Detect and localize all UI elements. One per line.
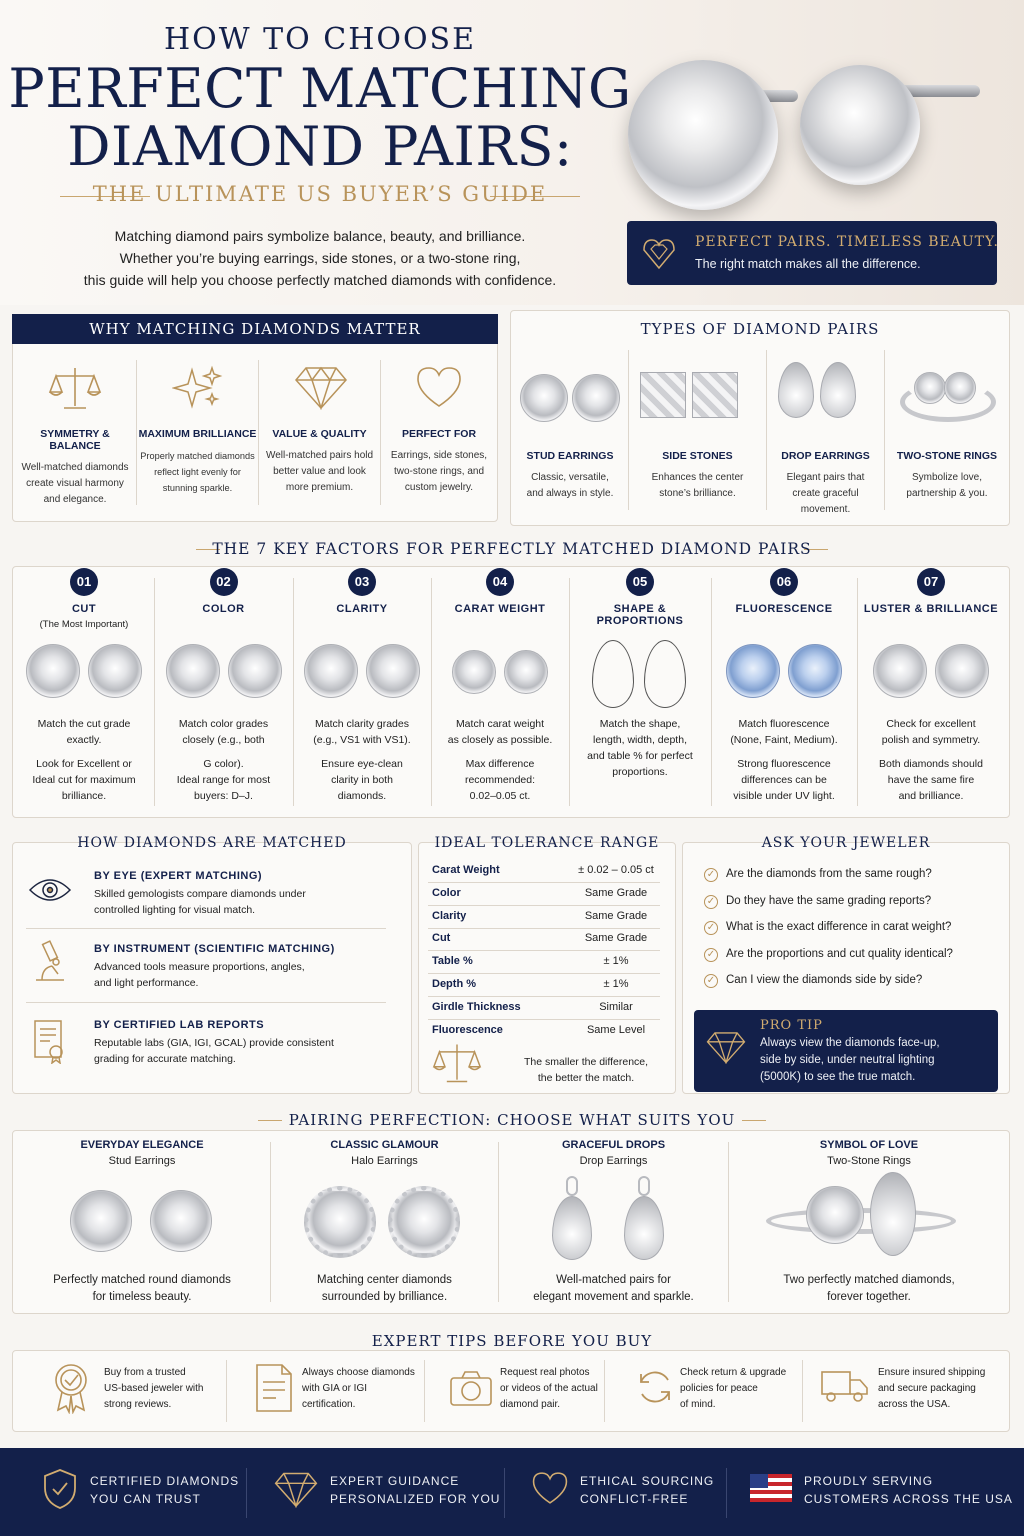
why-item-text: stunning sparkle.	[162, 483, 233, 493]
factor-number-badge: 04	[486, 568, 514, 596]
factor-title: CLARITY	[336, 603, 388, 615]
factor-text-line: Match the cut grade	[37, 718, 131, 730]
pairing-title: SYMBOL OF LOVE	[819, 1139, 919, 1151]
matched-item-text: controlled lighting for visual match.	[94, 904, 256, 916]
matched-item-text: grading for accurate matching.	[94, 1053, 236, 1065]
ask-question: Do they have the same grading reports?	[726, 894, 932, 907]
divider	[428, 1019, 660, 1020]
factor-gem	[935, 644, 989, 698]
factor-text-line: (None, Faint, Medium).	[730, 734, 838, 746]
why-item-title: SYMMETRY & BALANCE	[40, 428, 110, 452]
factor-text-line: buyers: D–J.	[194, 790, 253, 802]
footer-text: CERTIFIED DIAMONDS	[90, 1474, 240, 1488]
factor-text-line: Match fluorescence	[738, 718, 830, 730]
factor-number-badge: 05	[626, 568, 654, 596]
type-stud-earrings	[512, 450, 628, 502]
eye-icon	[28, 872, 72, 908]
tolerance-note-line: the better the match.	[537, 1072, 635, 1084]
footer-text: ETHICAL SOURCING	[580, 1474, 715, 1488]
tolerance-label: Fluorescence	[432, 1023, 503, 1036]
tolerance-label: Clarity	[432, 909, 467, 922]
factor-text	[158, 716, 289, 748]
tip-text-line: Check return & upgrade	[680, 1367, 787, 1378]
ask-question: Are the proportions and cut quality identical?	[726, 947, 953, 960]
tolerance-value: Same Level	[586, 1023, 646, 1036]
why-item-text: better value and look	[273, 466, 366, 477]
factor-text	[573, 716, 707, 780]
pro-tip-text: side by side, under neutral lighting	[760, 1054, 935, 1066]
type-title: SIDE STONES	[662, 450, 733, 462]
why-item-title: MAXIMUM BRILLIANCE	[138, 428, 257, 440]
why-item-text: reflect light evenly for	[154, 467, 241, 477]
subtitle: THE ULTIMATE US BUYER’S GUIDE	[92, 182, 548, 206]
why-item-symmetry	[14, 428, 136, 508]
divider	[504, 1468, 505, 1518]
footer-text: PERSONALIZED FOR YOU	[330, 1492, 501, 1506]
tip-text-line: with GIA or IGI	[302, 1383, 368, 1394]
intro-line: Matching diamond pairs symbolize balance, beauty, and brilliance.	[114, 228, 526, 244]
tip-text-line: across the USA.	[878, 1399, 951, 1410]
truck-icon	[820, 1368, 870, 1404]
tagline-text: The right match makes all the difference.	[695, 257, 921, 271]
factor-title: CARAT WEIGHT	[454, 603, 546, 615]
ask-title: ASK YOUR JEWELER	[761, 835, 931, 851]
why-item-text: and elegance.	[43, 494, 107, 505]
factor-gem	[726, 644, 780, 698]
why-item-title: PERFECT FOR	[401, 428, 477, 440]
tip-text-line: Request real photos	[500, 1367, 590, 1378]
factor-number-badge: 01	[70, 568, 98, 596]
diamond-icon	[294, 364, 348, 410]
matched-item-text: Skilled gemologists compare diamonds under	[94, 888, 306, 900]
factor-text	[715, 756, 853, 804]
pairing-title: EVERYDAY ELEGANCE	[80, 1139, 204, 1151]
tolerance-title: IDEAL TOLERANCE RANGE	[434, 835, 660, 851]
award-icon	[50, 1362, 92, 1414]
stud-gem	[70, 1190, 132, 1252]
drop-bail	[638, 1176, 650, 1196]
title-line-2: PERFECT MATCHING	[8, 57, 632, 120]
footer-text: CONFLICT-FREE	[580, 1492, 689, 1506]
factor-text-line: diamonds.	[337, 790, 387, 802]
factor-text-line: Both diamonds should	[879, 758, 983, 770]
matched-item-text: and light performance.	[94, 977, 199, 989]
type-drop-earrings	[767, 450, 884, 518]
pairing-subtitle: Two-Stone Rings	[827, 1155, 911, 1167]
pairing-subtitle: Halo Earrings	[351, 1155, 418, 1167]
factor-number-badge: 07	[917, 568, 945, 596]
tolerance-value: Same Grade	[584, 886, 648, 899]
type-title: DROP EARRINGS	[781, 450, 870, 462]
scale-icon	[48, 364, 102, 412]
ask-question: Are the diamonds from the same rough?	[726, 868, 932, 880]
pairing-text-line: elegant movement and sparkle.	[533, 1291, 694, 1303]
scale-icon	[432, 1040, 482, 1086]
divider	[428, 973, 660, 974]
check-icon: ✓	[704, 948, 718, 962]
why-item-text: Well-matched diamonds	[21, 462, 129, 473]
camera-icon	[448, 1368, 494, 1408]
heart-icon	[530, 1470, 570, 1506]
tolerance-value: ± 0.02 – 0.05 ct	[578, 864, 654, 876]
tolerance-value: Similar	[599, 1000, 633, 1013]
divider	[246, 1468, 247, 1518]
footer-text: YOU CAN TRUST	[90, 1492, 201, 1506]
factor-gem	[304, 644, 358, 698]
factor-gem	[26, 644, 80, 698]
tolerance-value: ± 1%	[603, 955, 629, 968]
intro-line: Whether you’re buying earrings, side stones, or a two-stone ring,	[119, 250, 521, 266]
factor-text-line: Look for Excellent or	[36, 758, 132, 770]
pairing-text-line: surrounded by brilliance.	[321, 1291, 448, 1303]
ask-question: Can I view the diamonds side by side?	[726, 974, 923, 986]
check-icon: ✓	[704, 895, 718, 909]
pairing-text-line: for timeless beauty.	[92, 1291, 192, 1303]
factor-text	[861, 756, 1001, 804]
pairing-subtitle: Drop Earrings	[579, 1155, 648, 1167]
ring-gem	[944, 372, 976, 404]
hero-stud-earring-left	[628, 60, 778, 210]
footer-text: PROUDLY SERVING	[804, 1474, 934, 1488]
factor-text-line: Match carat weight	[455, 718, 545, 730]
heart-icon	[414, 364, 464, 410]
tolerance-label: Girdle Thickness	[432, 1000, 521, 1013]
pairing-text-line: Perfectly matched round diamonds	[53, 1274, 231, 1286]
factor-gem	[366, 644, 420, 698]
tolerance-label: Color	[432, 886, 461, 899]
tolerance-note-line: The smaller the difference,	[523, 1056, 649, 1068]
tips-title: EXPERT TIPS BEFORE YOU BUY	[371, 1332, 653, 1350]
why-item-text: create visual harmony	[26, 478, 124, 489]
tip-text	[302, 1365, 432, 1413]
factor-text-line: exactly.	[66, 734, 102, 746]
factor-text-line: recommended:	[464, 774, 536, 786]
pairing-subtitle: Stud Earrings	[108, 1155, 176, 1167]
diamond-icon	[274, 1470, 318, 1508]
matched-by-lab	[94, 1019, 394, 1067]
factor-title: SHAPE & PROPORTIONS	[596, 603, 684, 627]
factor-text-line: have the same fire	[887, 774, 975, 786]
why-item-text: Earrings, side stones,	[390, 450, 488, 461]
factor-text-line: length, width, depth,	[593, 734, 687, 746]
factor-text	[861, 716, 1001, 748]
factor-text-line: Match the shape,	[599, 718, 681, 730]
factor-text-line: 0.02–0.05 ct.	[469, 790, 531, 802]
divider	[604, 1360, 605, 1422]
factor-title: CUT	[71, 603, 97, 615]
factor-text-line: as closely as possible.	[447, 734, 553, 746]
factor-text-line: and brilliance.	[898, 790, 964, 802]
document-icon	[254, 1362, 294, 1414]
factor-text	[435, 716, 565, 748]
tolerance-label: Carat Weight	[432, 864, 500, 876]
footer-certified	[90, 1472, 239, 1508]
matched-item-text: Advanced tools measure proportions, angles,	[94, 961, 305, 973]
divider	[424, 1360, 425, 1422]
factor-gem	[452, 650, 496, 694]
factor-text-line: visible under UV light.	[733, 790, 835, 802]
type-text: stone’s brilliance.	[659, 488, 736, 499]
footer-text: CUSTOMERS ACROSS THE USA	[804, 1492, 1013, 1506]
main-title	[0, 57, 640, 178]
tip-text-line: policies for peace	[680, 1383, 758, 1394]
tip-text-line: or videos of the actual	[500, 1383, 598, 1394]
divider	[726, 1468, 727, 1518]
tolerance-value: ± 1%	[603, 978, 629, 990]
princess-gem	[692, 372, 738, 418]
tagline-title: PERFECT PAIRS. TIMELESS BEAUTY.	[695, 234, 999, 250]
why-item-value	[259, 428, 380, 496]
refresh-icon	[634, 1366, 676, 1408]
factor-gem	[873, 644, 927, 698]
factor-text-line: and table % for perfect	[587, 750, 693, 762]
factor-gem	[88, 644, 142, 698]
halo-gem	[304, 1186, 376, 1258]
pro-tip	[760, 1018, 996, 1086]
tolerance-label: Cut	[432, 932, 451, 945]
factor-text	[18, 716, 150, 748]
pro-tip-text: Always view the diamonds face-up,	[760, 1037, 940, 1049]
factor-text-line: Match color grades	[178, 718, 269, 730]
sparkle-icon	[172, 364, 224, 412]
type-text: and always in style.	[526, 488, 614, 499]
factor-text-line: Max difference	[465, 758, 535, 770]
factor-text-line: Ideal range for most	[176, 774, 271, 786]
factor-gem	[166, 644, 220, 698]
stud-gem	[572, 374, 620, 422]
pro-tip-text: (5000K) to see the true match.	[760, 1071, 916, 1083]
factor-title: LUSTER & BRILLIANCE	[863, 603, 999, 615]
tip-text	[680, 1365, 810, 1413]
factor-title: FLUORESCENCE	[735, 603, 833, 615]
pairing-text	[14, 1272, 270, 1306]
diamond-icon	[706, 1030, 746, 1064]
tip-text-line: of mind.	[680, 1399, 716, 1410]
intro-line: this guide will help you choose perfectly matched diamonds with confidence.	[83, 272, 557, 288]
factor-text-line: G color).	[203, 758, 244, 770]
matched-item-title: BY INSTRUMENT (SCIENTIFIC MATCHING)	[94, 943, 335, 955]
factor-number-badge: 06	[770, 568, 798, 596]
tip-text-line: certification.	[302, 1399, 356, 1410]
factor-subtitle: (The Most Important)	[39, 619, 129, 630]
title-line-3: DIAMOND PAIRS:	[67, 115, 573, 178]
type-text: create graceful movement.	[792, 488, 859, 515]
matched-item-title: BY EYE (EXPERT MATCHING)	[94, 870, 263, 882]
drop-bail	[566, 1176, 578, 1196]
factors-title: THE 7 KEY FACTORS FOR PERFECTLY MATCHED DIAMOND PAIRS	[212, 540, 812, 558]
why-item-text: Properly matched diamonds	[140, 451, 255, 461]
check-icon: ✓	[704, 921, 718, 935]
tip-text-line: Ensure insured shipping	[878, 1367, 986, 1378]
hero-stud-earring-right	[800, 65, 920, 185]
divider	[428, 996, 660, 997]
microscope-icon	[30, 940, 70, 984]
type-text: Symbolize love,	[911, 472, 983, 483]
footer-text: EXPERT GUIDANCE	[330, 1474, 460, 1488]
tolerance-label: Table %	[432, 955, 473, 968]
factor-text-line: differences can be	[741, 774, 827, 786]
check-icon: ✓	[704, 974, 718, 988]
tagline-banner	[627, 221, 997, 285]
factor-gem	[788, 644, 842, 698]
pro-tip-title: PRO TIP	[760, 1018, 823, 1033]
divider	[26, 928, 386, 929]
factor-text	[297, 716, 427, 748]
factor-text-line: Check for excellent	[886, 718, 976, 730]
factor-text	[435, 756, 565, 804]
pairing-text	[499, 1272, 728, 1306]
type-title: STUD EARRINGS	[526, 450, 614, 462]
tip-text	[104, 1365, 234, 1413]
divider	[428, 950, 660, 951]
diamond-heart-icon	[640, 234, 678, 272]
factor-text-line: (e.g., VS1 with VS1).	[313, 734, 411, 746]
certificate-icon	[32, 1018, 68, 1064]
factor-text-line: Ensure eye-clean	[321, 758, 403, 770]
title-line-1: HOW TO CHOOSE	[163, 22, 477, 57]
footer-ethical	[580, 1472, 714, 1508]
matched-by-instrument	[94, 943, 394, 991]
types-title: TYPES OF DIAMOND PAIRS	[640, 320, 880, 338]
why-item-text: Well-matched pairs hold	[265, 450, 374, 461]
factor-text	[715, 716, 853, 748]
type-two-stone-rings	[885, 450, 1009, 502]
stud-gem	[150, 1190, 212, 1252]
why-item-title: VALUE & QUALITY	[272, 428, 367, 440]
why-item-text: custom jewelry.	[404, 482, 474, 493]
pairing-title: PAIRING PERFECTION: CHOOSE WHAT SUITS YOU	[288, 1111, 736, 1129]
factor-text-line: polish and symmetry.	[881, 734, 981, 746]
pairing-text-line: Two perfectly matched diamonds,	[783, 1274, 955, 1286]
ring-gem	[914, 372, 946, 404]
why-item-perfect-for	[381, 428, 497, 496]
matched-item-text: Reputable labs (GIA, IGI, GCAL) provide consistent	[94, 1037, 334, 1049]
tolerance-value: Same Grade	[584, 932, 648, 945]
divider	[428, 928, 660, 929]
footer-serving	[804, 1472, 1013, 1508]
factor-gem	[504, 650, 548, 694]
tip-text	[878, 1365, 1008, 1413]
type-text: Elegant pairs that	[786, 472, 865, 483]
pairing-title: CLASSIC GLAMOUR	[330, 1139, 439, 1151]
tip-text	[500, 1365, 630, 1413]
factor-text-line: Match clarity grades	[315, 718, 409, 730]
tip-text-line: and secure packaging	[878, 1383, 976, 1394]
ring-round-gem	[806, 1186, 864, 1244]
tolerance-label: Depth %	[432, 978, 476, 990]
us-flag-icon	[750, 1474, 792, 1502]
type-title: TWO-STONE RINGS	[896, 450, 998, 462]
tolerance-note	[500, 1054, 672, 1086]
divider	[802, 1360, 803, 1422]
tolerance-value: Same Grade	[584, 909, 648, 922]
pairing-text-line: Matching center diamonds	[317, 1274, 452, 1286]
pairing-text-line: forever together.	[827, 1291, 911, 1303]
divider	[428, 905, 660, 906]
matched-by-eye	[94, 870, 394, 918]
matched-title: HOW DIAMONDS ARE MATCHED	[77, 835, 347, 851]
halo-gem	[388, 1186, 460, 1258]
princess-gem	[640, 372, 686, 418]
why-title: WHY MATCHING DIAMONDS MATTER	[12, 314, 498, 344]
factor-text	[297, 756, 427, 804]
tip-text-line: strong reviews.	[104, 1399, 172, 1410]
factor-text-line: Ideal cut for maximum	[32, 774, 136, 786]
ring-marquise-gem	[870, 1172, 916, 1256]
tip-text-line: Always choose diamonds	[302, 1367, 415, 1378]
factor-text-line: closely (e.g., both	[182, 734, 265, 746]
stud-gem	[520, 374, 568, 422]
tip-text-line: US-based jeweler with	[104, 1383, 204, 1394]
divider	[26, 1002, 386, 1003]
factor-text-line: brilliance.	[61, 790, 107, 802]
pairing-text	[271, 1272, 498, 1306]
matched-item-title: BY CERTIFIED LAB REPORTS	[94, 1019, 265, 1031]
factor-text	[158, 756, 289, 804]
type-side-stones	[629, 450, 766, 502]
factor-text-line: proportions.	[612, 766, 668, 778]
tip-text-line: Buy from a trusted	[104, 1367, 186, 1378]
pairing-title: GRACEFUL DROPS	[561, 1139, 666, 1151]
factor-number-badge: 03	[348, 568, 376, 596]
divider	[428, 882, 660, 883]
pairing-text-line: Well-matched pairs for	[556, 1274, 671, 1286]
ask-question: What is the exact difference in carat weight?	[726, 921, 952, 933]
factor-number-badge: 02	[210, 568, 238, 596]
factor-text	[18, 756, 150, 804]
type-text: partnership & you.	[906, 488, 988, 499]
shield-check-icon	[42, 1468, 78, 1510]
why-item-brilliance	[137, 428, 258, 496]
footer-guidance	[330, 1472, 500, 1508]
factor-text-line: Strong fluorescence	[737, 758, 831, 770]
why-item-text: more premium.	[285, 482, 354, 493]
pairing-text	[729, 1272, 1009, 1306]
type-text: Enhances the center	[651, 472, 744, 483]
factor-title: COLOR	[202, 603, 245, 615]
divider	[226, 1360, 227, 1422]
check-icon: ✓	[704, 868, 718, 882]
type-text: Classic, versatile,	[531, 472, 609, 483]
tip-text-line: diamond pair.	[500, 1399, 561, 1410]
factor-text-line: clarity in both	[331, 774, 393, 786]
factor-gem	[228, 644, 282, 698]
why-item-text: two-stone rings, and	[393, 466, 485, 477]
intro-text	[40, 225, 600, 291]
